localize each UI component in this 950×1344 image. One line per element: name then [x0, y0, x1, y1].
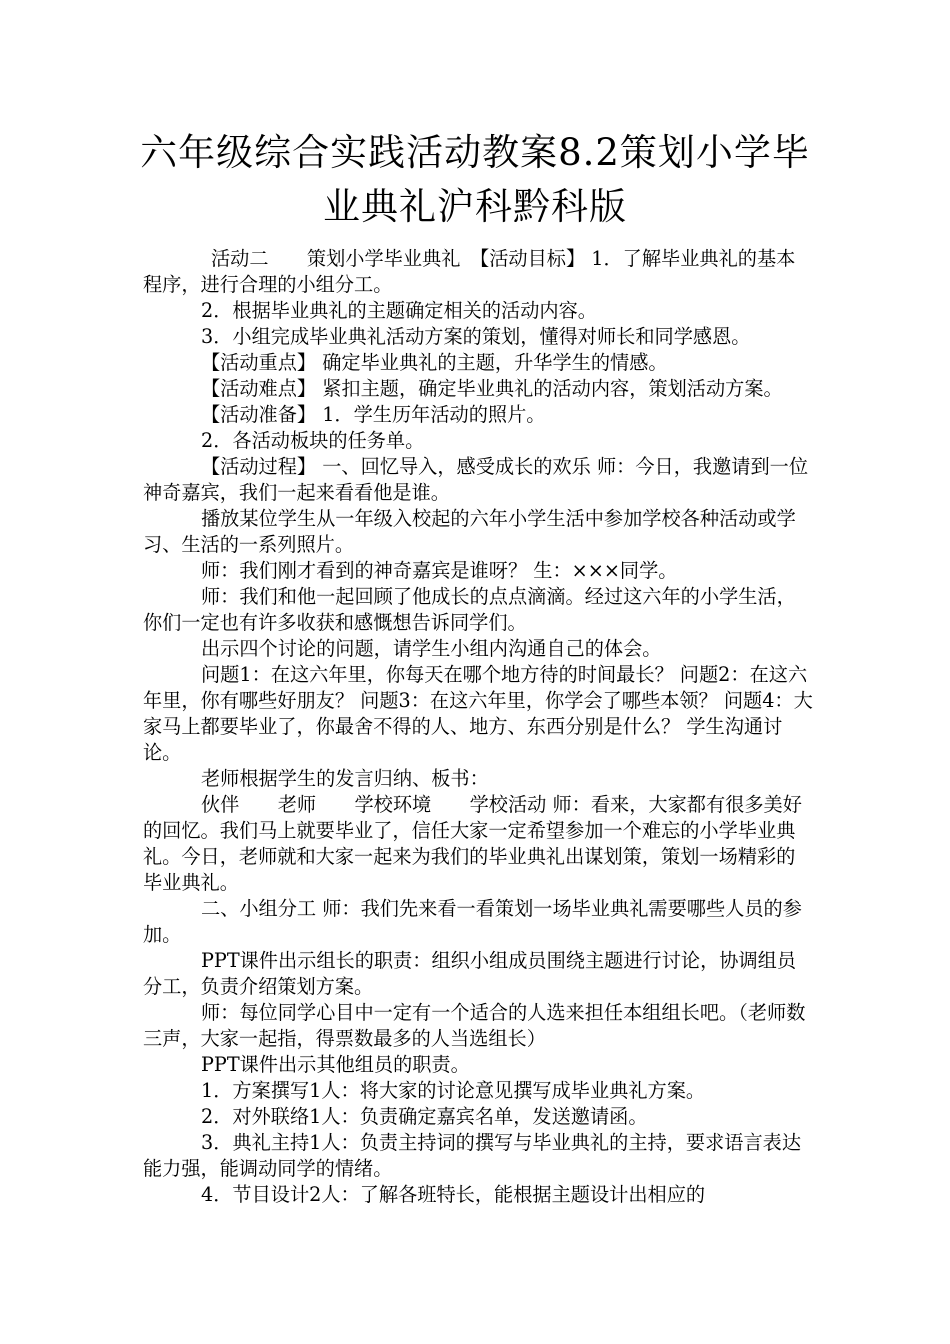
title-line-1: 六年级综合实践活动教案8.2策划小学毕	[140, 131, 810, 174]
paragraph: 【活动准备】 1．学生历年活动的照片。	[201, 403, 546, 426]
paragraph: 师：每位同学心目中一定有一个适合的人选来担任本组组长吧。（老师数三声，大家一起指，得票数最多的人当选组长）	[143, 1001, 806, 1050]
document-title	[120, 126, 830, 234]
paragraph: 师：我们刚才看到的神奇嘉宾是谁呀？ 生：×××同学。	[201, 559, 678, 582]
paragraph: 【活动重点】 确定毕业典礼的主题，升华学生的情感。	[201, 351, 668, 374]
paragraph: 老师根据学生的发言归纳、板书：	[201, 767, 489, 790]
paragraph: 出示四个讨论的问题，请学生小组内沟通自己的体会。	[201, 637, 662, 660]
paragraph: 2．对外联络1人：负责确定嘉宾名单，发送邀请函。	[201, 1105, 648, 1128]
paragraph: 【活动过程】 一、回忆导入，感受成长的欢乐 师：今日，我邀请到一位神奇嘉宾，我们一起来看看他是谁。	[143, 455, 809, 504]
paragraph: PPT课件出示组长的职责：组织小组成员围绕主题进行讨论，协调组员分工，负责介绍策划方案。	[143, 949, 797, 998]
paragraph: 【活动难点】 紧扣主题，确定毕业典礼的活动内容，策划活动方案。	[201, 377, 783, 400]
paragraph: 1．方案撰写1人：将大家的讨论意见撰写成毕业典礼方案。	[201, 1079, 706, 1102]
paragraph: 2．各活动板块的任务单。	[201, 429, 425, 452]
paragraph: 4．节目设计2人：了解各班特长，能根据主题设计出相应的	[201, 1183, 706, 1206]
paragraph: PPT课件出示其他组员的职责。	[201, 1053, 470, 1076]
paragraph: 3．小组完成毕业典礼活动方案的策划，懂得对师长和同学感恩。	[201, 325, 751, 348]
paragraph: 2．根据毕业典礼的主题确定相关的活动内容。	[201, 299, 597, 322]
paragraph: 活动二 策划小学毕业典礼 【活动目标】 1．了解毕业典礼的基本程序，进行合理的小组分工。	[143, 247, 796, 296]
paragraph: 3．典礼主持1人：负责主持词的撰写与毕业典礼的主持，要求语言表达能力强，能调动同学的情绪。	[143, 1131, 802, 1180]
paragraph: 播放某位学生从一年级入校起的六年小学生活中参加学校各种活动或学习、生活的一系列照片。	[143, 507, 796, 556]
paragraph: 问题1：在这六年里，你每天在哪个地方待的时间最长？ 问题2：在这六年里，你有哪些好朋友？ 问题3：在这六年里，你学会了哪些本领？ 问题4：大家马上都要毕业了，你最舍不得的人、地方、东西分别是什么？ 学生沟通讨论。	[143, 663, 813, 764]
document-body	[143, 246, 813, 1208]
paragraph: 师：我们和他一起回顾了他成长的点点滴滴。经过这六年的小学生活，你们一定也有许多收获和感慨想告诉同学们。	[143, 585, 796, 634]
paragraph: 二、小组分工 师：我们先来看一看策划一场毕业典礼需要哪些人员的参加。	[143, 897, 802, 946]
title-line-2: 业典礼沪科黔科版	[323, 185, 627, 228]
paragraph: 伙伴 老师 学校环境 学校活动 师：看来，大家都有很多美好的回忆。我们马上就要毕业了，信任大家一定希望参加一个难忘的小学毕业典礼。今日，老师就和大家一起来为我们的毕业典礼出谋划策，策划一场精彩的毕业典礼。	[143, 793, 802, 894]
